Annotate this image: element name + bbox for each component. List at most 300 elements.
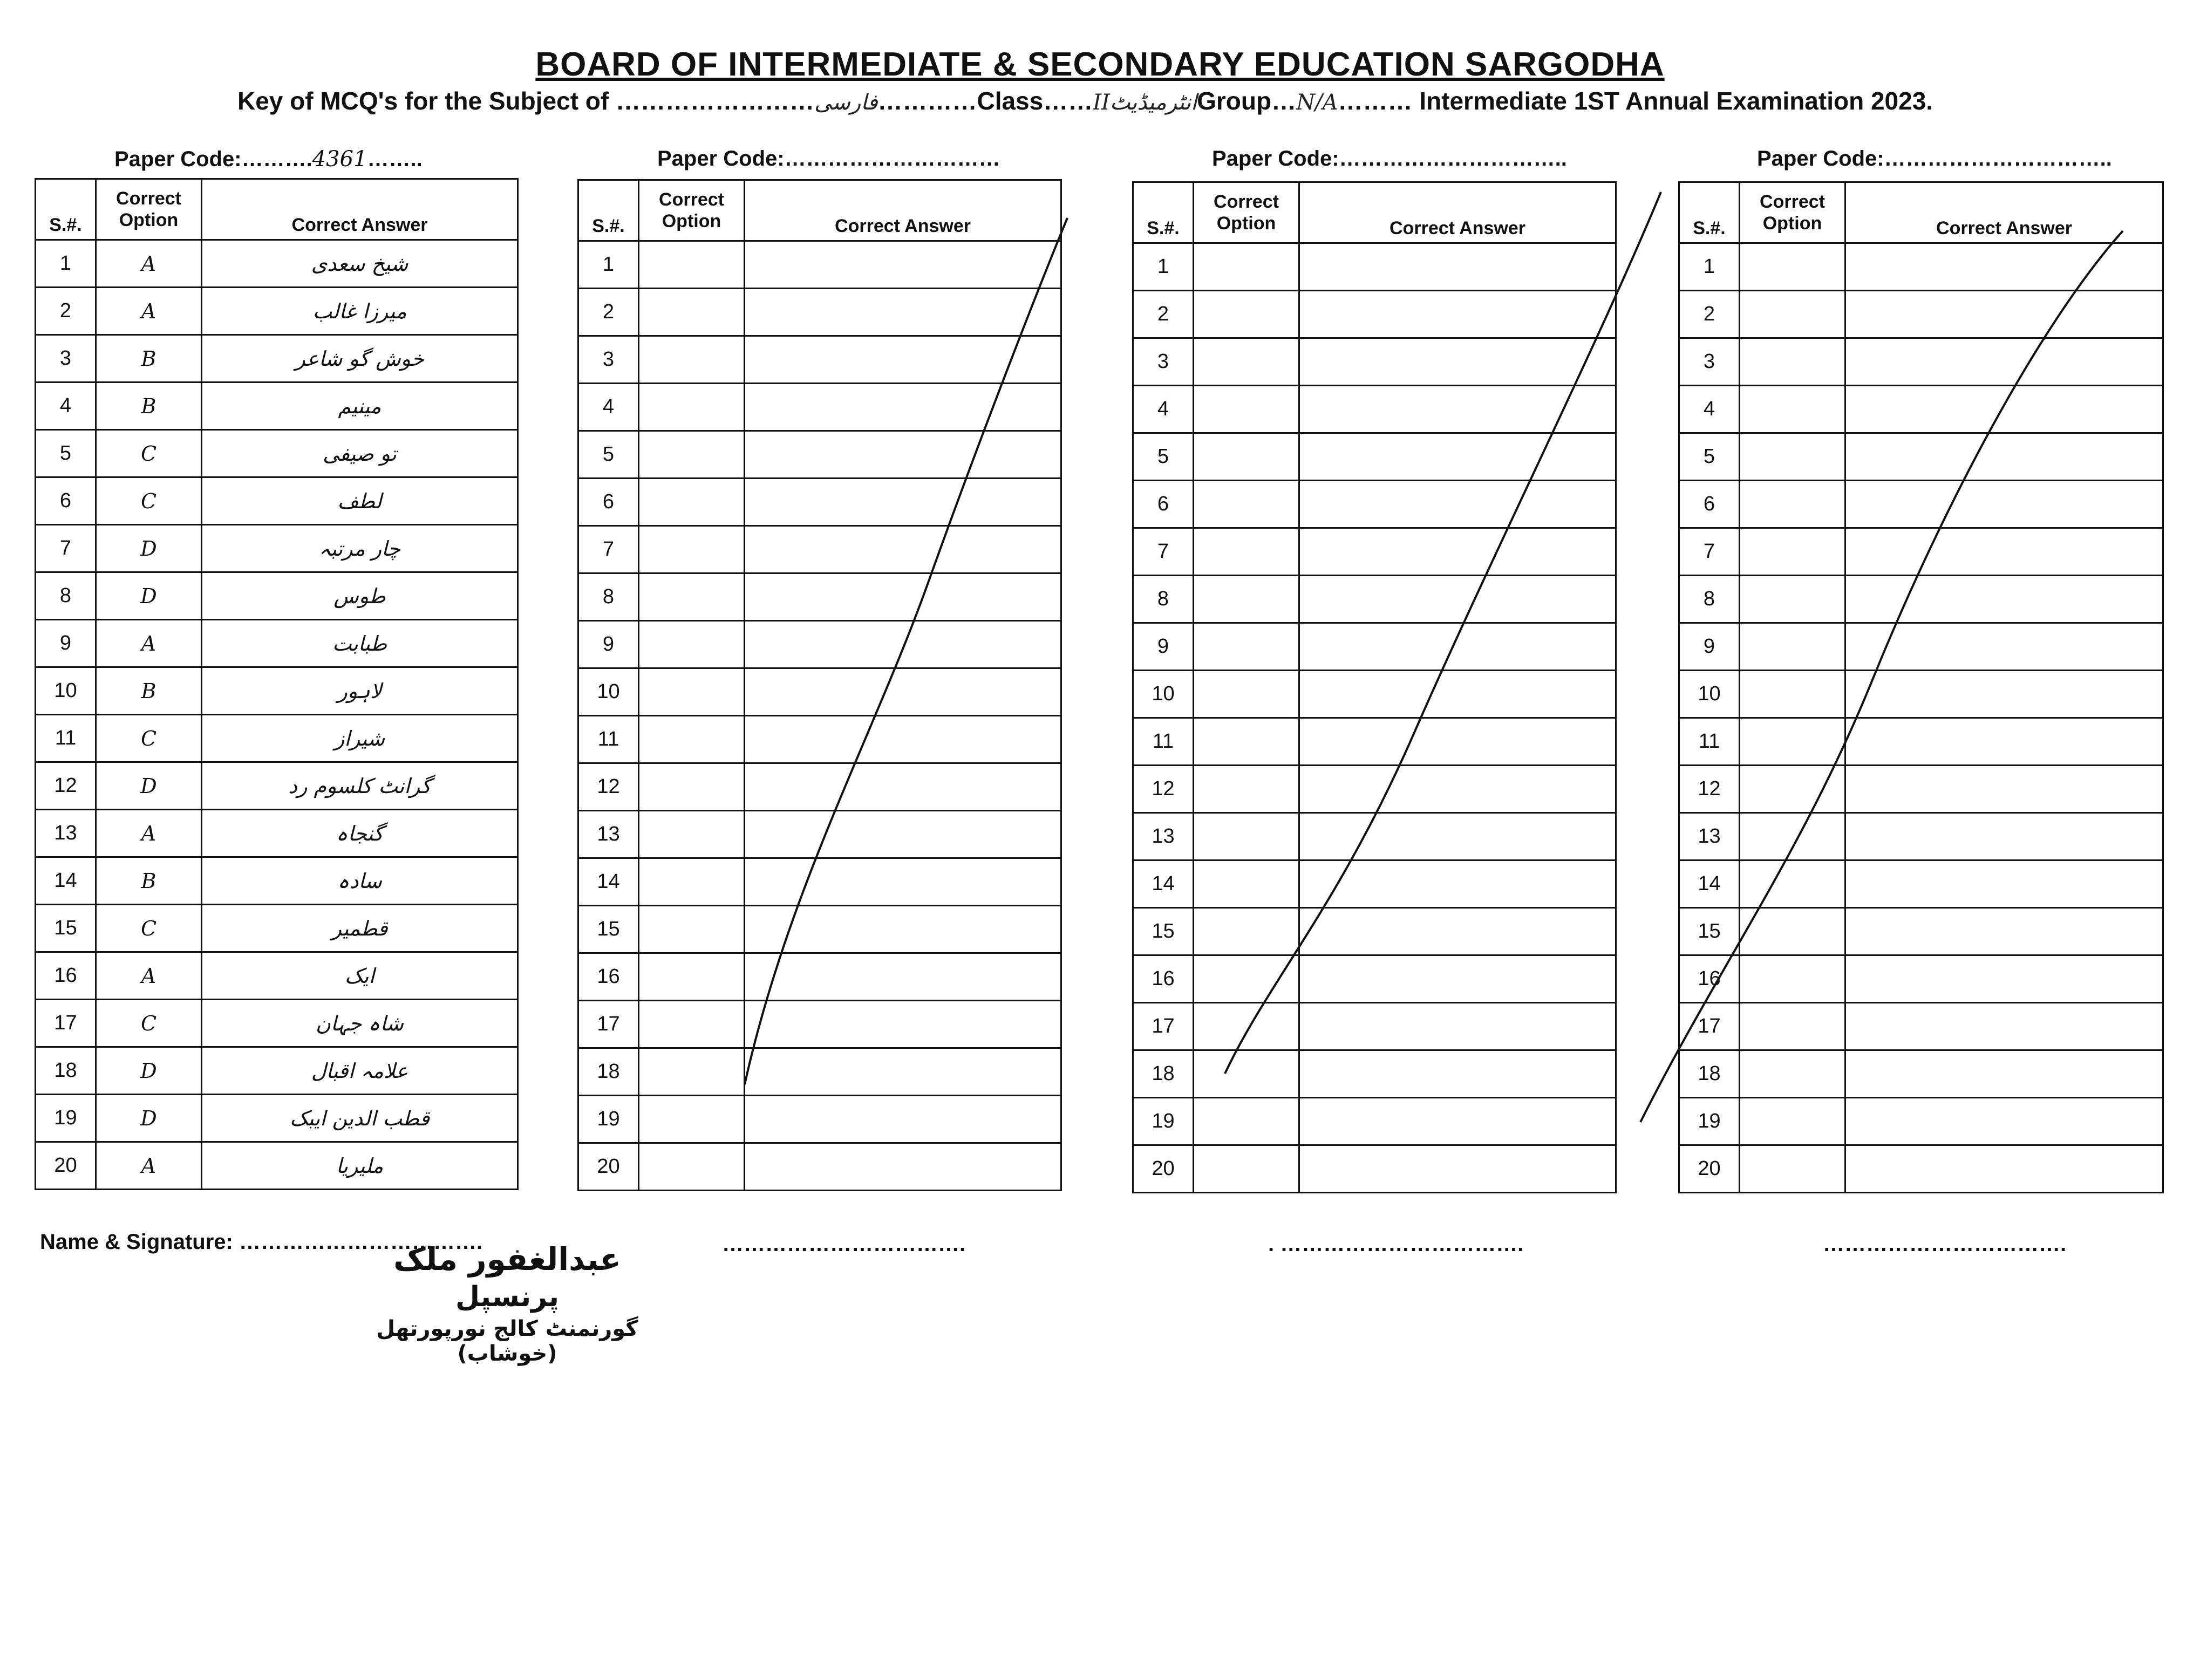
subject-dots: ……………………: [615, 87, 814, 115]
row-option: B: [96, 335, 202, 383]
row-answer: [745, 573, 1061, 621]
row-sn: 12: [1133, 766, 1194, 813]
table-row: [578, 336, 1061, 384]
row-option: C: [96, 430, 202, 477]
row-answer: [745, 1143, 1061, 1191]
row-answer: چار مرتبہ: [202, 525, 518, 572]
row-answer: شیخ سعدی: [202, 240, 518, 288]
row-sn: 12: [36, 762, 96, 810]
row-option: [639, 953, 745, 1001]
paper-code-2: [657, 147, 1000, 171]
principal-stamp: [367, 1241, 648, 1366]
row-option: [639, 526, 745, 573]
row-sn: 15: [1679, 908, 1740, 955]
row-sn: 11: [36, 715, 96, 762]
row-sn: 11: [578, 716, 639, 763]
row-option: [639, 241, 745, 289]
table-row: [578, 668, 1061, 716]
table-row: [578, 1048, 1061, 1096]
table-row: [578, 289, 1061, 336]
row-option: [639, 763, 745, 811]
row-option: [1740, 1145, 1845, 1193]
row-option: [639, 716, 745, 763]
stamp-institution: گورنمنٹ کالج نورپورتھل (خوشاب): [376, 1316, 638, 1366]
row-option: [639, 906, 745, 953]
row-option: [1194, 386, 1299, 433]
paper-code-label: Paper Code:: [1212, 147, 1339, 170]
signature-label: Name & Signature:: [40, 1230, 239, 1254]
answer-key-table-4: [1678, 181, 2164, 1193]
row-option: C: [96, 905, 202, 952]
row-option: A: [96, 810, 202, 857]
row-answer: [1299, 766, 1616, 813]
col-option-line1: Correct: [1760, 192, 1825, 212]
paper-code-dots: …………………………..: [1884, 147, 2112, 170]
row-option: [1740, 766, 1845, 813]
row-answer: [1299, 955, 1616, 1003]
row-sn: 8: [1133, 576, 1194, 623]
row-sn: 20: [1133, 1145, 1194, 1193]
row-answer: [1845, 623, 2163, 671]
row-option: [1194, 291, 1299, 338]
row-sn: 18: [1133, 1050, 1194, 1098]
row-answer: [1845, 671, 2163, 718]
row-sn: 12: [1679, 766, 1740, 813]
row-answer: علامہ اقبال: [202, 1047, 518, 1095]
table-row: [1133, 1145, 1616, 1193]
row-sn: 5: [578, 431, 639, 479]
group-value: N/A: [1296, 90, 1338, 115]
row-sn: 17: [36, 1000, 96, 1047]
row-sn: 16: [36, 952, 96, 1000]
row-option: [1194, 1003, 1299, 1050]
row-option: [639, 384, 745, 431]
table-row: [36, 383, 518, 430]
paper-code-label: Paper Code:: [657, 147, 785, 170]
row-sn: 5: [36, 430, 96, 477]
table-row: [36, 1095, 518, 1142]
row-answer: [1845, 955, 2163, 1003]
row-sn: 1: [578, 241, 639, 289]
row-option: B: [96, 383, 202, 430]
table-row: [578, 241, 1061, 289]
paper-code-label: Paper Code:: [1757, 147, 1884, 170]
col-sn-header: S.#.: [1679, 182, 1740, 243]
row-answer: [1299, 1050, 1616, 1098]
row-answer: [745, 431, 1061, 479]
table-row: [1679, 718, 2163, 766]
row-answer: [1845, 1145, 2163, 1193]
row-sn: 2: [578, 289, 639, 336]
row-option: A: [96, 240, 202, 288]
table-row: [36, 430, 518, 477]
table-row: [36, 288, 518, 335]
row-answer: [1299, 861, 1616, 908]
table-header-row: [36, 179, 518, 240]
table-row: [578, 763, 1061, 811]
row-answer: سادہ: [202, 857, 518, 905]
row-answer: قطب الدین ایبک: [202, 1095, 518, 1142]
row-answer: [1845, 813, 2163, 861]
row-option: [639, 479, 745, 526]
row-sn: 4: [1679, 386, 1740, 433]
table-row: [1133, 813, 1616, 861]
subject-prefix: Key of MCQ's for the Subject of: [237, 87, 616, 115]
table-row: [578, 621, 1061, 668]
row-answer: [745, 1048, 1061, 1096]
table-row: [36, 335, 518, 383]
row-sn: 13: [1133, 813, 1194, 861]
row-sn: 4: [578, 384, 639, 431]
row-option: [1194, 481, 1299, 528]
table-row: [578, 716, 1061, 763]
col-option-header: [639, 180, 745, 241]
table-row: [578, 431, 1061, 479]
row-answer: [745, 906, 1061, 953]
row-sn: 9: [36, 620, 96, 667]
answer-key-table-1: [35, 178, 519, 1190]
row-answer: [745, 763, 1061, 811]
paper-code-dots: …………………………: [784, 147, 1000, 170]
table-row: [1679, 908, 2163, 955]
col-sn-header: S.#.: [578, 180, 639, 241]
table-row: [578, 858, 1061, 906]
row-answer: لطف: [202, 477, 518, 525]
row-option: [1740, 433, 1845, 481]
row-option: [639, 621, 745, 668]
row-option: D: [96, 1095, 202, 1142]
row-answer: [1299, 1003, 1616, 1050]
row-answer: [1299, 576, 1616, 623]
row-sn: 6: [578, 479, 639, 526]
row-answer: گنجاہ: [202, 810, 518, 857]
col-option-line2: Option: [1762, 213, 1822, 234]
col-option-line1: Correct: [659, 189, 724, 210]
col-sn-header: S.#.: [1133, 182, 1194, 243]
col-option-header: [96, 179, 202, 240]
row-option: C: [96, 715, 202, 762]
table-row: [1133, 338, 1616, 386]
table-row: [1133, 955, 1616, 1003]
row-option: [1194, 766, 1299, 813]
row-sn: 5: [1133, 433, 1194, 481]
row-option: [1740, 243, 1845, 291]
paper-code-1: [114, 147, 423, 172]
row-option: [1740, 481, 1845, 528]
row-sn: 6: [1679, 481, 1740, 528]
row-sn: 14: [1133, 861, 1194, 908]
row-sn: 11: [1133, 718, 1194, 766]
row-option: [639, 431, 745, 479]
row-sn: 16: [1133, 955, 1194, 1003]
row-sn: 13: [578, 811, 639, 858]
row-option: [1740, 908, 1845, 955]
class-label: Class: [977, 87, 1044, 115]
row-answer: [745, 336, 1061, 384]
table-row: [578, 953, 1061, 1001]
row-sn: 19: [1679, 1098, 1740, 1145]
row-option: B: [96, 667, 202, 715]
row-sn: 10: [36, 667, 96, 715]
row-answer: [1299, 243, 1616, 291]
row-sn: 14: [578, 858, 639, 906]
col-answer-header: Correct Answer: [202, 179, 518, 240]
row-option: C: [96, 477, 202, 525]
row-sn: 18: [1679, 1050, 1740, 1098]
row-sn: 6: [36, 477, 96, 525]
table-row: [36, 905, 518, 952]
table-row: [36, 857, 518, 905]
table-row: [1679, 1050, 2163, 1098]
signature-dots-4: …………………………….: [1823, 1232, 2067, 1256]
row-answer: طبابت: [202, 620, 518, 667]
row-option: [1740, 955, 1845, 1003]
row-answer: [745, 811, 1061, 858]
row-answer: [745, 289, 1061, 336]
table-row: [36, 667, 518, 715]
row-answer: [745, 953, 1061, 1001]
table-row: [578, 906, 1061, 953]
row-sn: 11: [1679, 718, 1740, 766]
col-answer-header: Correct Answer: [1299, 182, 1616, 243]
row-sn: 3: [1679, 338, 1740, 386]
row-answer: [745, 1001, 1061, 1048]
row-option: [639, 289, 745, 336]
row-option: [1740, 576, 1845, 623]
table-row: [1133, 1098, 1616, 1145]
col-option-line2: Option: [119, 210, 179, 230]
row-answer: [745, 526, 1061, 573]
row-sn: 9: [578, 621, 639, 668]
table-row: [1679, 386, 2163, 433]
row-sn: 6: [1133, 481, 1194, 528]
row-answer: [745, 716, 1061, 763]
table-row: [36, 715, 518, 762]
group-dots: …: [1271, 87, 1297, 115]
row-option: [1740, 671, 1845, 718]
row-option: D: [96, 525, 202, 572]
row-option: [1194, 955, 1299, 1003]
row-option: [1194, 908, 1299, 955]
row-sn: 4: [1133, 386, 1194, 433]
row-sn: 14: [36, 857, 96, 905]
table-row: [578, 573, 1061, 621]
table-row: [578, 811, 1061, 858]
row-sn: 14: [1679, 861, 1740, 908]
row-answer: [1299, 908, 1616, 955]
row-option: [1740, 528, 1845, 576]
table-row: [36, 240, 518, 288]
row-option: [1194, 1098, 1299, 1145]
paper-code-dots: ……….: [241, 147, 312, 171]
row-answer: شیراز: [202, 715, 518, 762]
row-sn: 2: [1679, 291, 1740, 338]
table-header-row: [1679, 182, 2163, 243]
row-sn: 18: [36, 1047, 96, 1095]
row-sn: 7: [1679, 528, 1740, 576]
row-option: D: [96, 572, 202, 620]
paper-code-dots-after: ……..: [367, 147, 423, 171]
table-row: [1133, 718, 1616, 766]
row-sn: 18: [578, 1048, 639, 1096]
row-sn: 1: [1133, 243, 1194, 291]
row-option: [1194, 623, 1299, 671]
table-row: [1679, 623, 2163, 671]
row-option: B: [96, 857, 202, 905]
table-row: [1679, 291, 2163, 338]
table-row: [1679, 338, 2163, 386]
row-answer: [745, 479, 1061, 526]
row-answer: [1845, 291, 2163, 338]
row-answer: [745, 668, 1061, 716]
row-option: [639, 668, 745, 716]
row-option: [1194, 338, 1299, 386]
row-option: [1194, 1145, 1299, 1193]
row-sn: 2: [1133, 291, 1194, 338]
row-option: A: [96, 952, 202, 1000]
subject-dots-after: …………: [877, 87, 977, 115]
row-option: C: [96, 1000, 202, 1047]
row-sn: 10: [1133, 671, 1194, 718]
row-answer: [1299, 386, 1616, 433]
row-sn: 20: [578, 1143, 639, 1191]
row-sn: 16: [1679, 955, 1740, 1003]
paper-code-dots: …………………………..: [1339, 147, 1567, 170]
exam-name: Intermediate 1ST Annual Examination 2023.: [1412, 87, 1933, 115]
table-row: [1133, 623, 1616, 671]
class-value-urdu: انٹرمیڈیٹ: [1109, 90, 1197, 115]
row-answer: [1845, 718, 2163, 766]
row-sn: 2: [36, 288, 96, 335]
row-sn: 3: [1133, 338, 1194, 386]
table-row: [578, 1001, 1061, 1048]
table-row: [1133, 481, 1616, 528]
table-row: [578, 526, 1061, 573]
col-option-line2: Option: [1216, 213, 1276, 234]
row-sn: 1: [36, 240, 96, 288]
table-row: [1679, 481, 2163, 528]
table-row: [36, 525, 518, 572]
row-option: [1740, 1003, 1845, 1050]
row-option: [1740, 386, 1845, 433]
row-sn: 9: [1133, 623, 1194, 671]
row-option: [1740, 718, 1845, 766]
row-sn: 3: [578, 336, 639, 384]
row-option: [1194, 718, 1299, 766]
paper-code-value: 4361: [312, 147, 367, 172]
row-option: [1194, 528, 1299, 576]
signature-dots-3: . …………………………….: [1268, 1232, 1524, 1256]
row-answer: [745, 241, 1061, 289]
stamp-name: عبدالغفور ملک: [393, 1241, 621, 1278]
row-answer: قطمیر: [202, 905, 518, 952]
row-option: [639, 1096, 745, 1143]
signature-dots-1: …………………………….: [239, 1230, 483, 1254]
col-option-line1: Correct: [116, 188, 181, 209]
table-row: [36, 477, 518, 525]
row-answer: شاہ جہان: [202, 1000, 518, 1047]
row-option: [1194, 433, 1299, 481]
paper-code-4: [1757, 147, 2112, 171]
group-label: Group: [1197, 87, 1272, 115]
row-answer: [1845, 243, 2163, 291]
row-option: [1194, 671, 1299, 718]
col-option-line1: Correct: [1214, 192, 1279, 212]
row-answer: خوش گو شاعر: [202, 335, 518, 383]
row-answer: [1299, 1145, 1616, 1193]
row-sn: 19: [1133, 1098, 1194, 1145]
row-sn: 17: [1679, 1003, 1740, 1050]
row-answer: [1299, 1098, 1616, 1145]
row-option: [1194, 1050, 1299, 1098]
table-row: [1133, 386, 1616, 433]
table-row: [36, 1142, 518, 1190]
row-sn: 12: [578, 763, 639, 811]
row-sn: 8: [1679, 576, 1740, 623]
row-answer: [1299, 528, 1616, 576]
board-title: BOARD OF INTERMEDIATE & SECONDARY EDUCATION SARGODHA: [535, 46, 1665, 83]
row-option: [1740, 1098, 1845, 1145]
group-dots-after: ………: [1338, 87, 1413, 115]
table-row: [1133, 671, 1616, 718]
row-answer: [1299, 671, 1616, 718]
answer-key-table-2: [577, 179, 1062, 1191]
table-row: [36, 952, 518, 1000]
table-row: [578, 384, 1061, 431]
row-sn: 20: [1679, 1145, 1740, 1193]
row-answer: [1299, 481, 1616, 528]
row-answer: [1299, 338, 1616, 386]
table-row: [1679, 576, 2163, 623]
row-option: A: [96, 288, 202, 335]
signature-dots-2: …………………………….: [722, 1232, 966, 1256]
table-row: [1679, 955, 2163, 1003]
row-option: [639, 811, 745, 858]
table-row: [36, 762, 518, 810]
row-answer: [1845, 433, 2163, 481]
row-sn: 7: [578, 526, 639, 573]
row-answer: [745, 621, 1061, 668]
row-sn: 15: [1133, 908, 1194, 955]
table-row: [1679, 1145, 2163, 1193]
table-row: [1679, 1003, 2163, 1050]
row-sn: 1: [1679, 243, 1740, 291]
row-sn: 13: [1679, 813, 1740, 861]
table-row: [1679, 528, 2163, 576]
class-value: II: [1093, 90, 1110, 115]
row-option: [1740, 623, 1845, 671]
col-answer-header: Correct Answer: [1845, 182, 2163, 243]
blank-paper-area: [0, 1376, 2200, 1680]
table-row: [1133, 576, 1616, 623]
row-answer: [1845, 338, 2163, 386]
table-row: [1133, 291, 1616, 338]
row-option: A: [96, 1142, 202, 1190]
table-row: [36, 810, 518, 857]
key-subtitle: [237, 86, 1933, 115]
row-answer: [1845, 576, 2163, 623]
row-answer: طوس: [202, 572, 518, 620]
row-sn: 8: [36, 572, 96, 620]
row-option: A: [96, 620, 202, 667]
table-row: [1679, 243, 2163, 291]
row-answer: میرزا غالب: [202, 288, 518, 335]
col-option-header: [1194, 182, 1299, 243]
row-answer: [1845, 1098, 2163, 1145]
table-header-row: [578, 180, 1061, 241]
table-row: [578, 479, 1061, 526]
col-answer-header: Correct Answer: [745, 180, 1061, 241]
